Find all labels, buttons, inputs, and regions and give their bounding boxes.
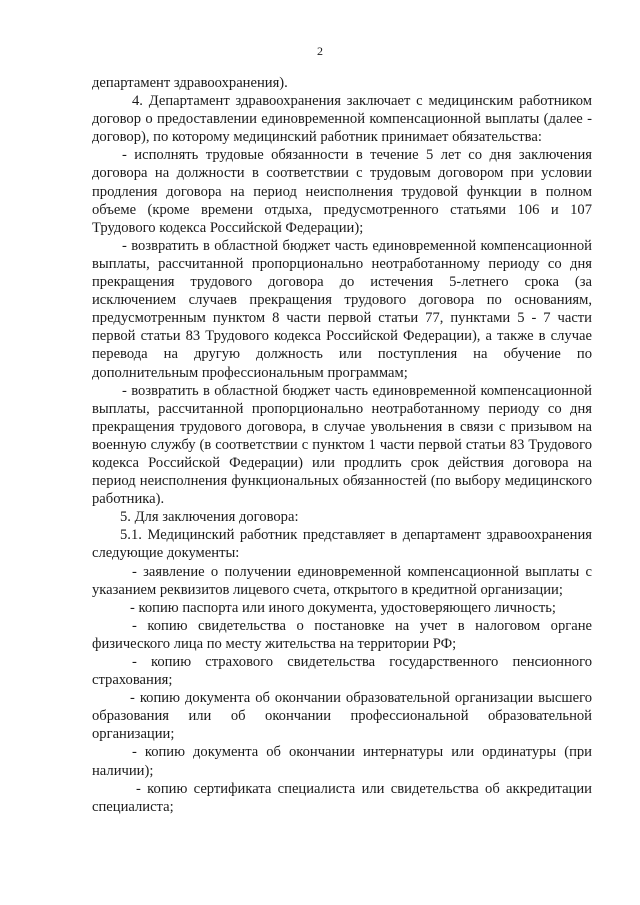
list-item-obligation-military: - возвратить в областной бюджет часть единовременной компенсационной выплаты, рассчитанной пропорционально неотработанному периоду со дня прекращения трудового договора, в случае увольнения в связи с призывом на военную службу (в соответствии с пунктом 1 части первой статьи 83 Трудового кодекса Российской Федерации) или продлить срок действия договора на период неисполнения функциональных обязанностей (по выбору медицинского работника). — [92, 382, 592, 508]
list-item-pension-certificate: - копию страхового свидетельства государственного пенсионного страхования; — [92, 654, 592, 689]
list-item-internship-document: - копию документа об окончании интернатуры или ординатуры (при наличии); — [92, 744, 592, 779]
paragraph-clause-5: 5. Для заключения договора: — [120, 509, 299, 526]
paragraph-clause-5-1: 5.1. Медицинский работник представляет в департамент здравоохранения следующие документы: — [92, 527, 592, 562]
document-body — [92, 74, 592, 816]
list-item-obligation-work: - исполнять трудовые обязанности в течение 5 лет со дня заключения договора на должности в соответствии с трудовым договором при условии продления договора на период неисполнения трудовой функции в полном объеме (кроме времени отдыха, предусмотренного статьями 106 и 107 Трудового кодекса Российской Федерации); — [92, 147, 592, 236]
paragraph-continuation: департамент здравоохранения). — [92, 75, 288, 91]
list-item-application: - заявление о получении единовременной компенсационной выплаты с указанием реквизитов лицевого счета, открытого в кредитной организации; — [92, 563, 592, 598]
list-item-passport: - копию паспорта или иного документа, удостоверяющего личность; — [130, 599, 556, 616]
list-item-tax-certificate: - копию свидетельства о постановке на учет в налоговом органе физического лица по месту жительства на территории РФ; — [92, 617, 592, 652]
list-item-education-document: - копию документа об окончании образовательной организации высшего образования или об окончании профессиональной образовательной организации; — [92, 690, 592, 743]
paragraph-clause-4: 4. Департамент здравоохранения заключает с медицинским работником договор о предоставлении единовременной компенсационной выплаты (далее - договор), по которому медицинский работник принимает обязательства: — [92, 93, 592, 146]
page-number: 2 — [317, 44, 323, 58]
list-item-obligation-refund: - возвратить в областной бюджет часть единовременной компенсационной выплаты, рассчитанной пропорционально неотработанному периоду со дня прекращения трудового договора до истечения 5-летнего срока (за исключением случаев прекращения трудового договора по основаниям, предусмотренным пунктом 8 части первой статьи 77, пунктами 5 - 7 части первой статьи 83 Трудового кодекса Российской Федерации), а также в случае перевода на другую должность или поступления на обучение по дополнительным профессиональным программам; — [92, 237, 592, 381]
list-item-specialist-certificate: - копию сертификата специалиста или свидетельства об аккредитации специалиста; — [92, 780, 592, 815]
